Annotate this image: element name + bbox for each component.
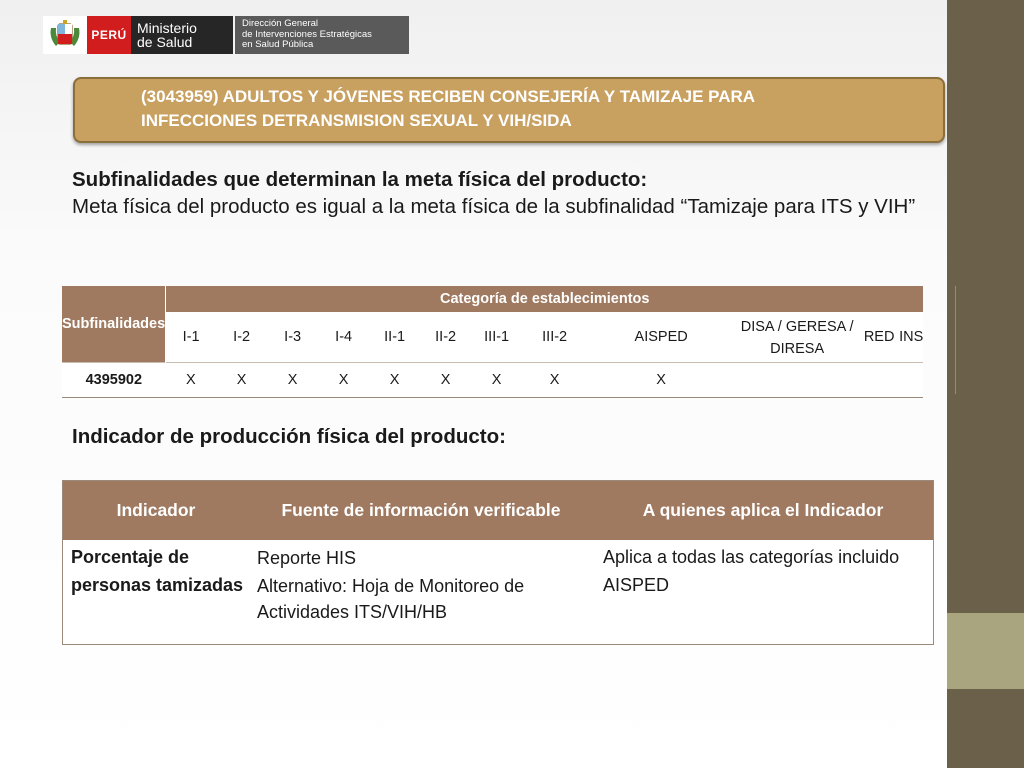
level-header: I-1 <box>166 312 217 363</box>
category-mark: X <box>318 363 369 398</box>
level-header: DISA / GERESA / DIRESA <box>735 312 859 363</box>
level-header: INS <box>899 312 923 363</box>
level-header: RED <box>859 312 899 363</box>
applies-text: Aplica a todas las categorías incluido AISPED <box>603 547 900 595</box>
level-header: I-4 <box>318 312 369 363</box>
title-banner <box>73 77 945 143</box>
subfinalidades-table <box>62 286 923 398</box>
direction-line-2: de Intervenciones Estratégicas <box>242 28 372 40</box>
source-col-header: Fuente de información verificable <box>249 481 593 541</box>
indicator-col-header: Indicador <box>63 481 250 541</box>
level-header: III-1 <box>471 312 522 363</box>
indicator-heading: Indicador de producción física del producto: <box>72 425 506 448</box>
subfinalidades-heading: Subfinalidades que determinan la meta física del producto: <box>72 168 648 191</box>
subfinalidades-block <box>72 166 962 220</box>
ministry-line-2: de Salud <box>137 34 193 50</box>
category-mark: X <box>587 363 735 398</box>
level-header: I-2 <box>216 312 267 363</box>
coat-of-arms-icon <box>43 16 87 54</box>
subfinalidades-col-header-text: Subfinalidades <box>62 316 166 332</box>
level-header: I-3 <box>267 312 318 363</box>
applies-cell <box>593 540 934 645</box>
ministry-name <box>131 16 233 54</box>
level-header: III-2 <box>522 312 587 363</box>
subfinalidad-code: 4395902 <box>62 363 166 398</box>
source-primary: Reporte HIS <box>257 548 357 568</box>
category-mark: X <box>471 363 522 398</box>
category-mark: X <box>267 363 318 398</box>
applies-col-header: A quienes aplica el Indicador <box>593 481 934 541</box>
side-accent <box>947 613 1024 689</box>
ministry-logo <box>43 16 409 54</box>
category-mark: X <box>369 363 420 398</box>
indicator-name: Porcentaje de personas tamizadas <box>71 547 244 595</box>
direction-line-3: en Salud Pública <box>242 39 314 51</box>
source-cell <box>249 540 593 645</box>
category-mark <box>859 363 899 398</box>
category-mark <box>899 363 923 398</box>
subfinalidades-col-header <box>62 286 166 363</box>
category-mark: X <box>420 363 471 398</box>
level-header: II-1 <box>369 312 420 363</box>
category-mark: X <box>216 363 267 398</box>
indicator-table <box>62 480 934 645</box>
level-header: II-2 <box>420 312 471 363</box>
category-mark: X <box>522 363 587 398</box>
category-mark: X <box>166 363 217 398</box>
banner-line-1: (3043959) ADULTOS Y JÓVENES RECIBEN CONSEJERÍA Y TAMIZAJE PARA <box>141 87 756 106</box>
category-mark <box>735 363 859 398</box>
direction-name <box>235 16 409 54</box>
peru-label: PERÚ <box>87 16 131 54</box>
ministry-line-1: Ministerio <box>137 20 197 36</box>
direction-line-1: Dirección General <box>242 18 319 30</box>
source-alternative: Alternativo: Hoja de Monitoreo de Actividades ITS/VIH/HB <box>257 576 525 622</box>
subfinalidades-text: Meta física del producto es igual a la meta física de la subfinalidad “Tamizaje para ITS y VIH” <box>72 195 916 218</box>
indicator-cell <box>63 540 250 645</box>
banner-line-2: INFECCIONES DETRANSMISION SEXUAL Y VIH/SIDA <box>141 111 572 130</box>
category-group-header: Categoría de establecimientos <box>166 286 924 312</box>
level-header: AISPED <box>587 312 735 363</box>
